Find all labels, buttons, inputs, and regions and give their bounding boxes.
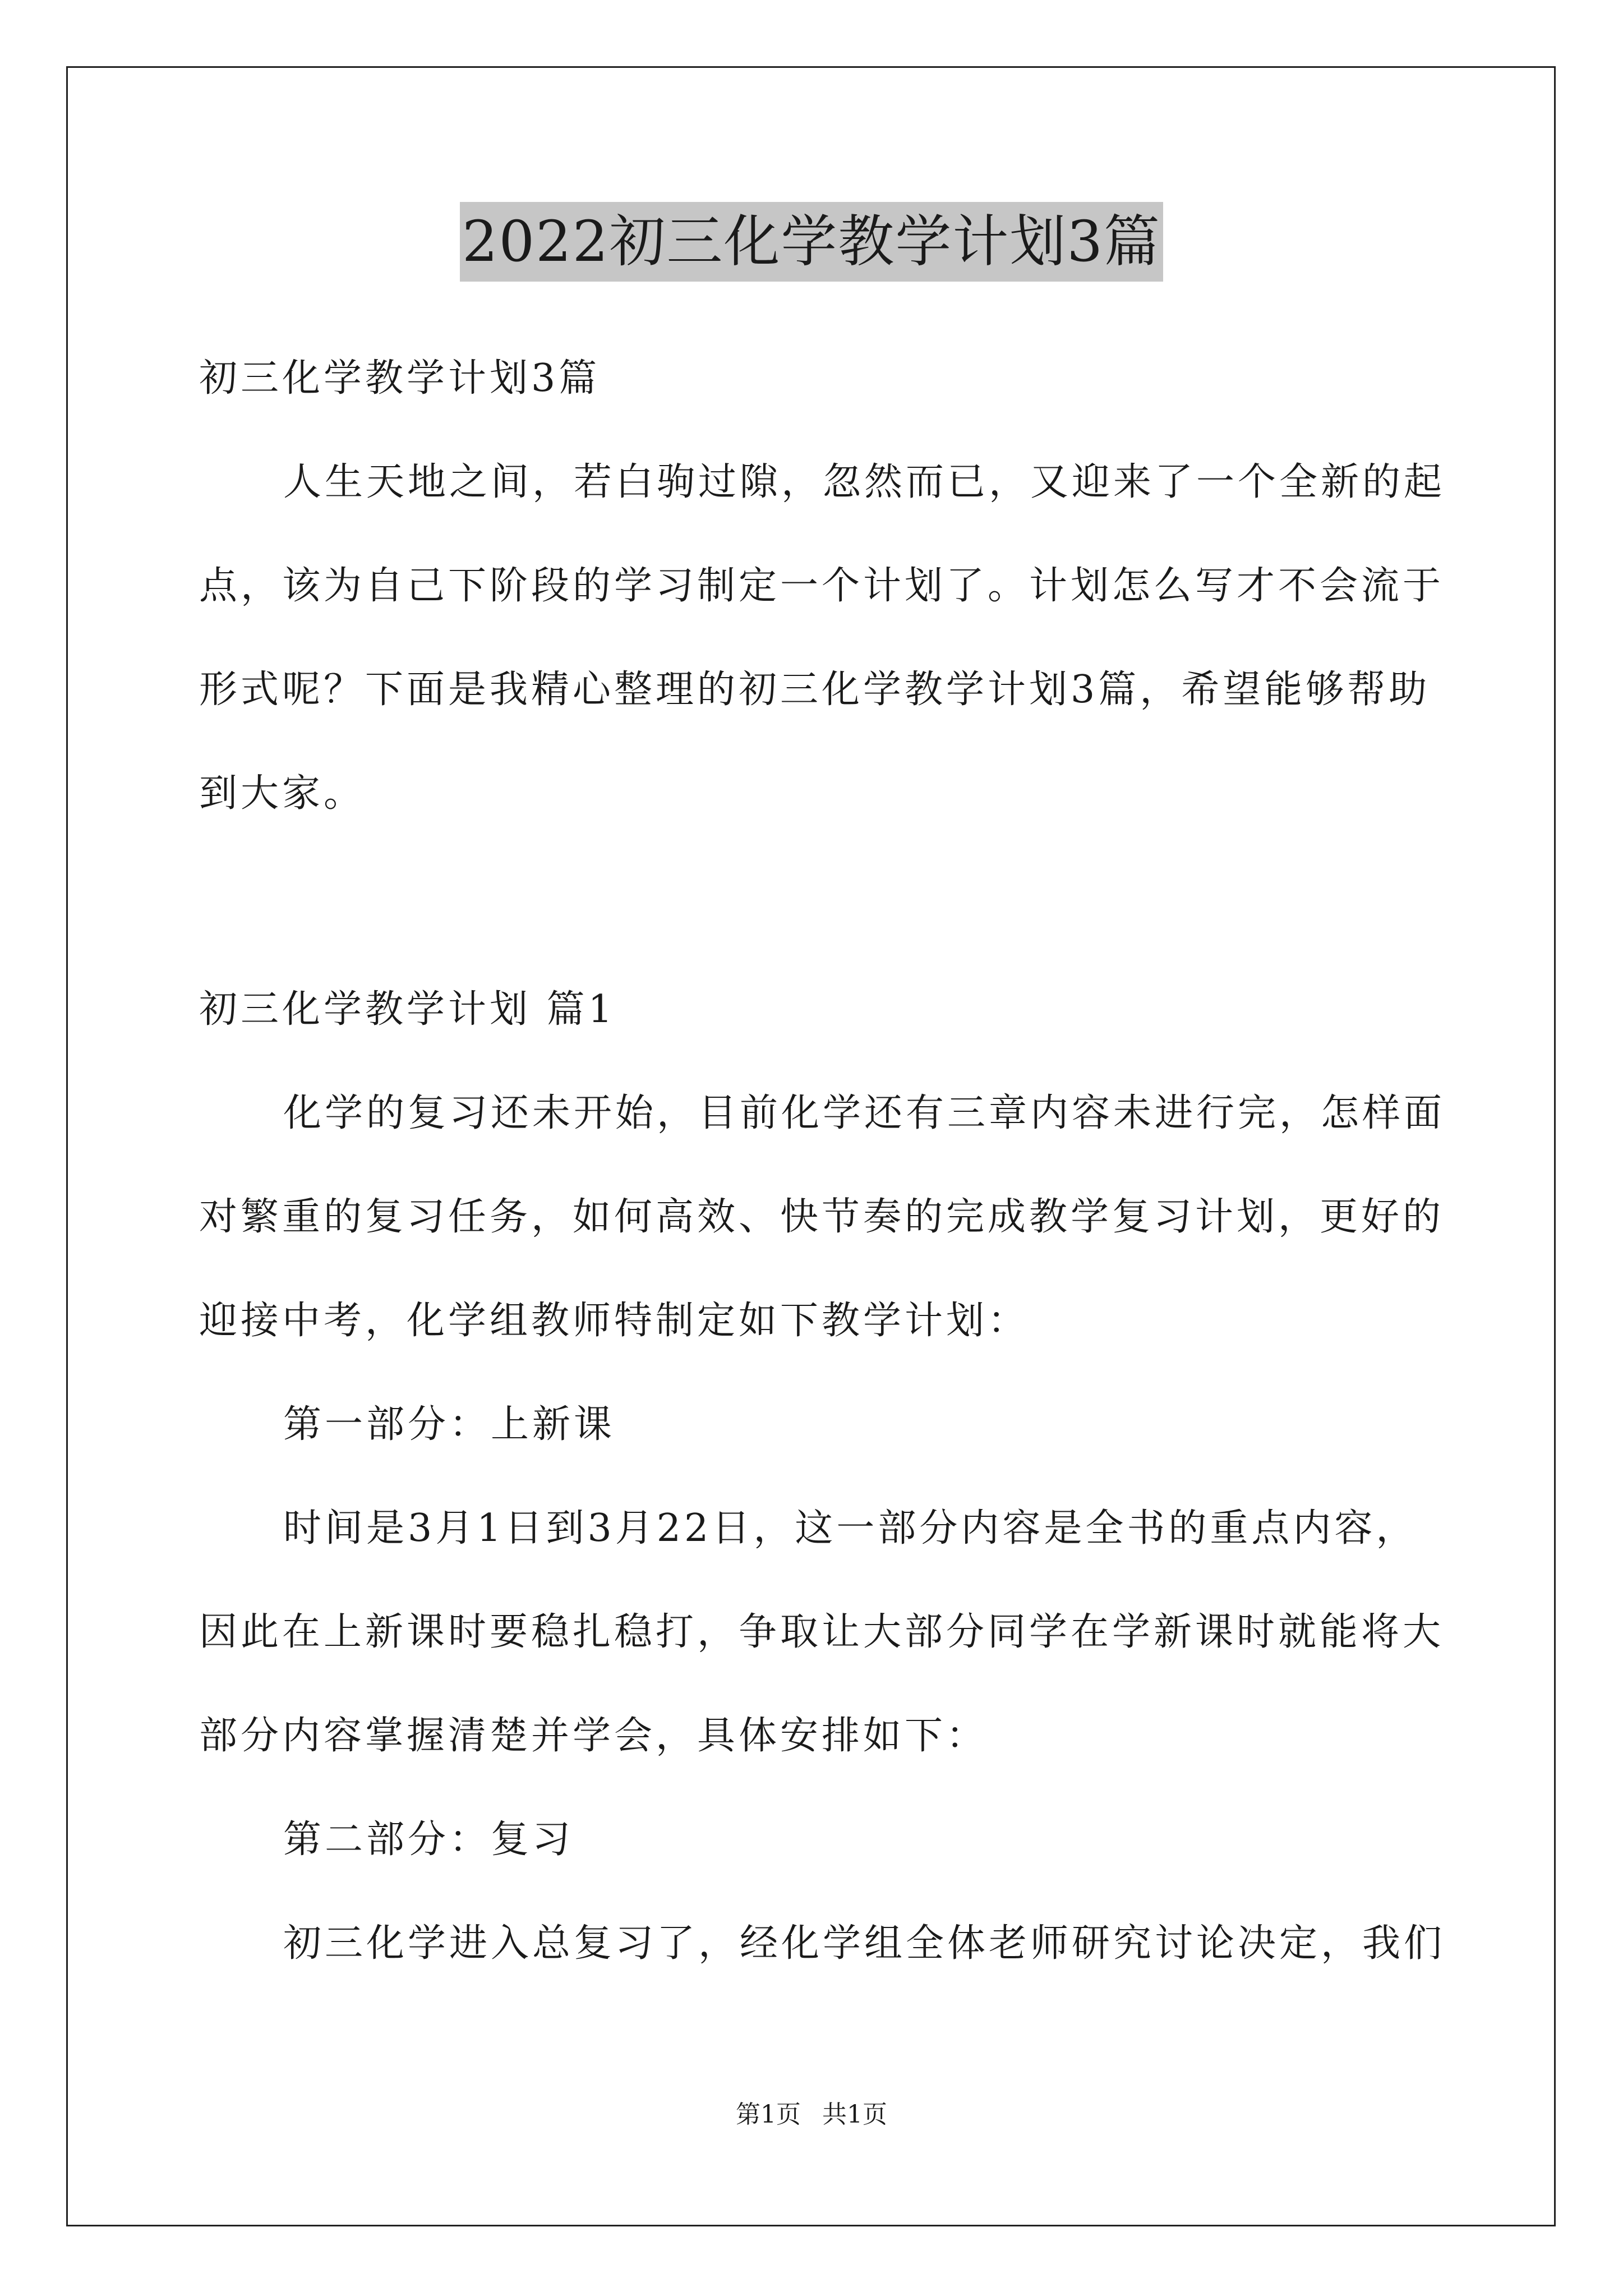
- page-number: 第1页: [736, 2100, 801, 2129]
- subtitle: 初三化学教学计划3篇: [199, 356, 601, 401]
- intro-line-4: 到大家。: [199, 771, 366, 816]
- part2-heading: 第二部分：复习: [283, 1818, 574, 1862]
- document-title: 2022初三化学教学计划3篇: [460, 202, 1163, 282]
- para1-line-2: 对繁重的复习任务，如何高效、快节奏的完成教学复习计划，更好的: [199, 1195, 1445, 1239]
- page-total: 共1页: [822, 2100, 887, 2129]
- para2-line-3: 部分内容掌握清楚并学会，具体安排如下：: [199, 1714, 988, 1758]
- para1-line-3: 迎接中考，化学组教师特制定如下教学计划：: [199, 1299, 1030, 1343]
- para2-line-1: 时间是3月1日到3月22日，这一部分内容是全书的重点内容，: [283, 1506, 1418, 1550]
- para2-line-2: 因此在上新课时要稳扎稳打，争取让大部分同学在学新课时就能将大: [199, 1610, 1445, 1654]
- para3-line-1: 初三化学进入总复习了，经化学组全体老师研究讨论决定，我们: [283, 1921, 1446, 1966]
- intro-line-3: 形式呢？下面是我精心整理的初三化学教学计划3篇，希望能够帮助: [199, 668, 1431, 712]
- part1-heading: 第一部分：上新课: [283, 1402, 616, 1447]
- title-container: [0, 202, 1623, 282]
- section-heading: 初三化学教学计划 篇1: [199, 987, 616, 1032]
- intro-line-1: 人生天地之间，若白驹过隙，忽然而已，又迎来了一个全新的起: [283, 460, 1446, 504]
- para1-line-1: 化学的复习还未开始，目前化学还有三章内容未进行完，怎样面: [283, 1091, 1446, 1135]
- page-footer: [0, 2098, 1623, 2132]
- intro-line-2: 点，该为自己下阶段的学习制定一个计划了。计划怎么写才不会流于: [199, 564, 1445, 608]
